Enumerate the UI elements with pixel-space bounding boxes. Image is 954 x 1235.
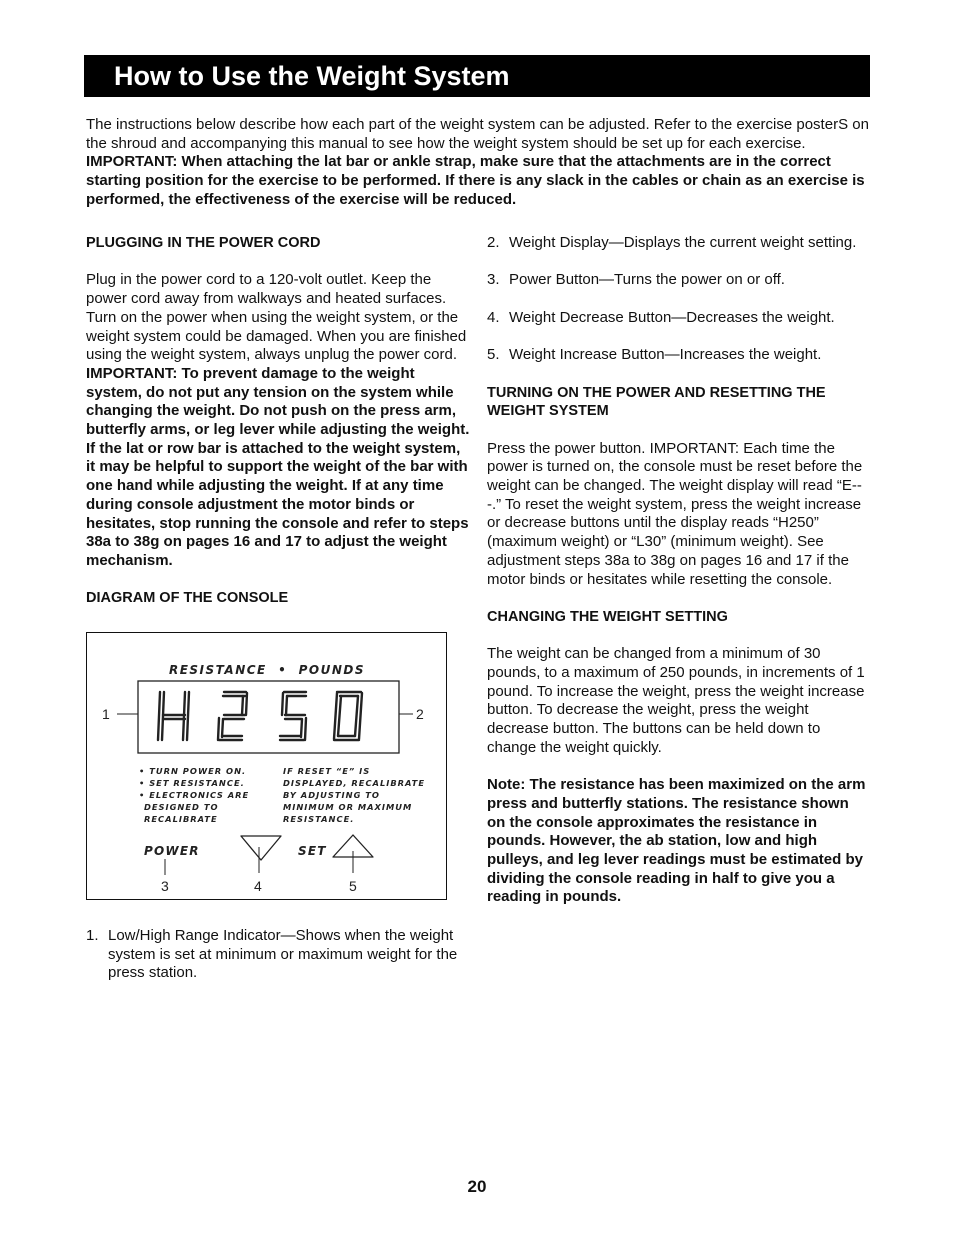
list-item-text: Power Button—Turns the power on or off. — [509, 271, 785, 289]
list-item-number: 5. — [487, 346, 500, 364]
console-top-label: RESISTANCE • POUNDS — [168, 663, 366, 677]
list-item-number: 3. — [487, 271, 500, 289]
console-instruction-left-3: • ELECTRONICS ARE — [139, 790, 250, 800]
power-label: POWER — [144, 844, 200, 858]
right-column — [487, 234, 871, 907]
list-item-text: Weight Increase Button—Increases the weight. — [509, 346, 822, 364]
console-instruction-left-1: • TURN POWER ON. — [139, 766, 247, 776]
console-instruction-right-1: IF RESET “E” IS — [283, 766, 371, 776]
callout-1: 1 — [102, 706, 110, 722]
power-cord-heading: PLUGGING IN THE POWER CORD — [86, 235, 321, 251]
set-label: SET — [298, 844, 327, 858]
callout-3: 3 — [161, 878, 169, 894]
power-cord-important: IMPORTANT: To prevent damage to the weight system, do not put any tension on the system while changing the weight. Do not push on the press arm, butterfly arms, or leg lever while adjusting the weight. If the lat or row bar is attached to the weight system, it may be helpful to support the weight of the bar with one hand while adjusting the weight. If at any time during console adjustment the motor binds or hesitates, stop running the console and refer to steps 38a to 38g on pages 16 and 17 to adjust the weight mechanism. — [86, 364, 470, 569]
intro-paragraph — [86, 116, 870, 210]
turning-on-heading: TURNING ON THE POWER AND RESETTING THE WEIGHT SYSTEM — [487, 384, 826, 420]
console-instruction-left-4: DESIGNED TO — [144, 802, 219, 812]
page-title: How to Use the Weight System — [114, 61, 510, 91]
list-item-text: Weight Decrease Button—Decreases the weight. — [509, 308, 835, 326]
resistance-note — [487, 776, 871, 907]
list-item-text: Low/High Range Indicator—Shows when the weight system is set at minimum or maximum weight for the press station. — [108, 927, 458, 982]
changing-weight-paragraph: The weight can be changed from a minimum of 30 pounds, to a maximum of 250 pounds, in increments of 1 pound. To increase the weight, press the weight increase button. To decrease the weight, press the weight decrease button. The buttons can be held down to change the weight quickly. — [487, 645, 865, 756]
weight-decrease-button[interactable] — [241, 836, 281, 860]
list-item-number: 1. — [86, 927, 99, 944]
resistance-note-text: Note: The resistance has been maximized on the arm press and butterfly stations. The resistance shown on the console approximates the resistance in pounds. However, the ab station, low and high pulleys, and leg lever readings must be estimated by dividing the console reading in half to give you a reading in pounds. — [487, 776, 866, 906]
console-drawing — [87, 633, 448, 901]
intro-text: The instructions below describe how each part of the weight system can be adjusted. Refer to the exercise posterS on the shroud and accompanying this manual to see how the weight system should be set up for each exercise. — [86, 116, 869, 152]
changing-weight-heading: CHANGING THE WEIGHT SETTING — [487, 608, 728, 625]
left-column — [86, 234, 470, 608]
turning-on-paragraph: Press the power button. IMPORTANT: Each time the power is turned on, the console must be reset before the weight can be changed. The weight display will read “E---.” To reset the weight system, press the weight increase or decrease buttons until the display reads “H250” (maximum weight) or “L30” (minimum weight). See adjustment steps 38a to 38g on pages 16 and 17 if the motor binds or hesitates while resetting the console. — [487, 439, 863, 588]
page-number: 20 — [467, 1177, 487, 1196]
console-diagram — [86, 632, 447, 900]
parts-list-left — [86, 927, 470, 983]
list-item-number: 2. — [487, 234, 500, 251]
list-item — [487, 309, 871, 328]
callout-4: 4 — [254, 878, 262, 894]
console-instruction-left-5: RECALIBRATE — [144, 814, 218, 824]
list-item — [86, 927, 470, 983]
list-item — [487, 234, 871, 253]
list-item-text: Weight Display—Displays the current weight setting. — [509, 234, 857, 251]
console-instruction-right-2: DISPLAYED, RECALIBRATE — [283, 778, 425, 788]
weight-display-digits — [158, 692, 362, 740]
callout-5: 5 — [349, 878, 357, 894]
console-instruction-right-5: RESISTANCE. — [283, 814, 355, 824]
power-cord-paragraph — [86, 271, 470, 570]
console-instruction-right-3: BY ADJUSTING TO — [283, 790, 380, 800]
console-instruction-left-2: • SET RESISTANCE. — [139, 778, 245, 788]
power-cord-text: Plug in the power cord to a 120-volt outlet. Keep the power cord away from walkways and heated surfaces. Turn on the power when using the weight system, or the weight system could be damaged. When you are finished using the weight system, always unplug the power cord. — [86, 271, 467, 364]
title-bar — [84, 55, 870, 97]
callout-2: 2 — [416, 706, 424, 722]
intro-important: IMPORTANT: When attaching the lat bar or ankle strap, make sure that the attachments are in the correct starting position for the exercise to be performed. If there is any slack in the cables or chain as an exercise is performed, the effectiveness of the exercise will be reduced. — [86, 153, 865, 208]
list-item — [487, 271, 871, 290]
list-item — [487, 346, 871, 365]
list-item-number: 4. — [487, 308, 500, 326]
console-instruction-right-4: MINIMUM OR MAXIMUM — [283, 802, 413, 812]
diagram-heading: DIAGRAM OF THE CONSOLE — [86, 590, 289, 607]
